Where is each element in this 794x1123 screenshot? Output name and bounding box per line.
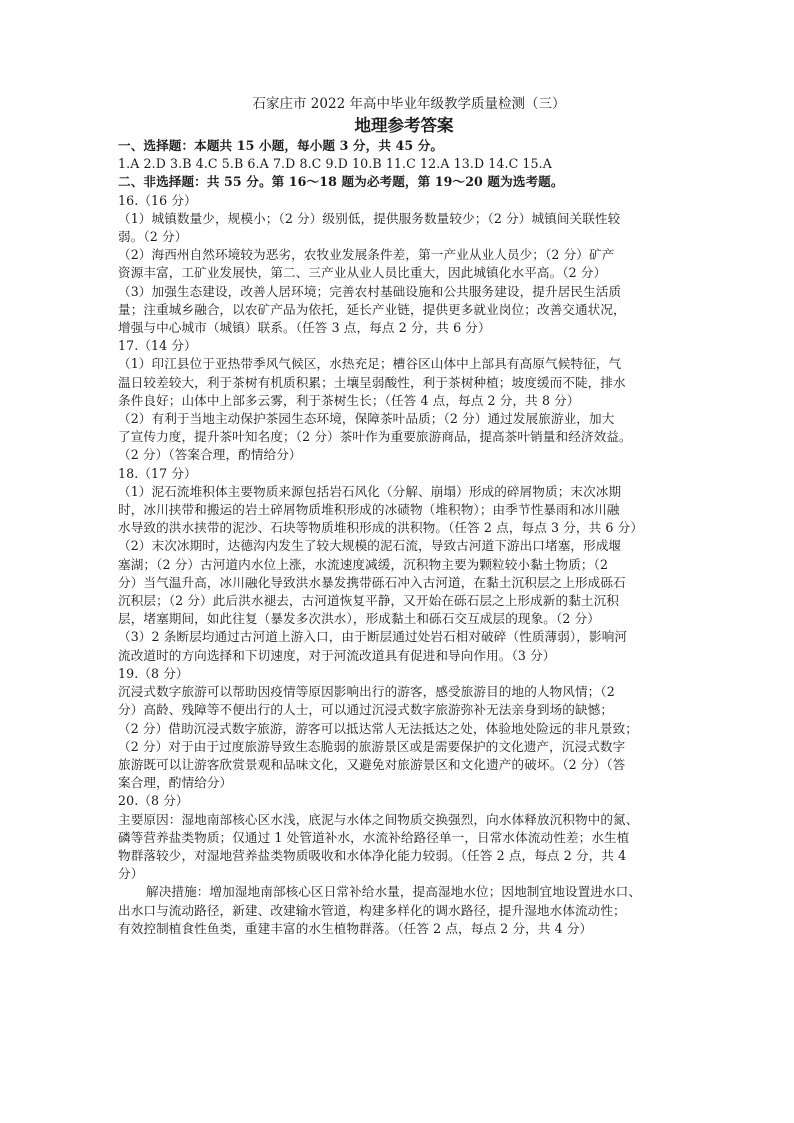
exam-title: 石家庄市 2022 年高中毕业年级教学质量检测（三） [252, 96, 566, 112]
q19-line: （2 分）借助沉浸式数字旅游，游客可以抵达常人无法抵达之处，体验地处险远的非凡景致； [118, 720, 638, 736]
q17-line: 了宣传力度，提升茶叶知名度；（2 分）茶叶作为重要旅游商品，提高茶叶销量和经济效益。 [118, 429, 632, 445]
q17-title: 17.（14 分） [118, 338, 197, 354]
q19-line: 分）高龄、残障等不便出行的人士，可以通过沉浸式数字旅游弥补无法亲身到场的缺憾； [118, 702, 614, 718]
q16-line: 量；注重城乡融合，以农矿产品为依托，延长产业链，提供更多就业岗位；改善交通状况， [118, 301, 626, 317]
q17-line: 条件良好；山体中上部多云雾，利于茶树生长；（任答 4 点，每点 2 分，共 8 分） [118, 392, 580, 408]
q20-line: 主要原因：湿地南部核心区水浅，底泥与水体之间物质交换强烈，向水体释放沉积物中的氮、 [118, 811, 639, 827]
q18-body [118, 483, 690, 665]
q20-line: 解决措施：增加湿地南部核心区日常补给水量，提高湿地水位；因地制宜地设置进水口、 [146, 884, 642, 900]
q17-line: 温日较差较大，利于茶树有机质积累；土壤呈弱酸性，利于茶树种植；坡度缓而不陡，排水 [118, 374, 626, 390]
q18-line: （2）末次冰期时，达德沟内发生了较大规模的泥石流，导致古河道下游出口堵塞，形成堰 [118, 538, 622, 554]
q20-line: 磷等营养盐类物质；仅通过 1 处管道补水，水流补给路径单一，日常水体流动性差；水生植 [118, 829, 630, 845]
q20-line: 有效控制植食性鱼类，重建丰富的水生植物群落。（任答 2 点，每点 2 分，共 4 分） [118, 920, 593, 936]
q20-body [118, 811, 690, 938]
q17-body [118, 355, 690, 464]
multiple-choice-answers: 1.A 2.D 3.B 4.C 5.B 6.A 7.D 8.C 9.D 10.B 11.C 12.A 13.D 14.C 15.A [118, 156, 552, 172]
q18-line: 层，堵塞期间，如此往复（暴发多次洪水），形成黏土和砾石交互成层的现象。（2 分） [118, 611, 600, 627]
q16-line: 弱。（2 分） [118, 229, 188, 245]
section2-heading: 二、非选择题：共 55 分。第 16～18 题为必考题，第 19～20 题为选考题。 [118, 174, 564, 190]
q20-line: 物群落较少，对湿地营养盐类物质吸收和水体净化能力较弱。（任答 2 点，每点 2 分，共 4 [118, 847, 627, 863]
q16-body [118, 210, 690, 337]
q16-line: 资源丰富，工矿业发展快，第二、三产业从业人员比重大，因此城镇化水平高。（2 分） [118, 265, 607, 281]
q20-line: 分） [118, 866, 144, 882]
q16-line: （3）加强生态建设，改善人居环境；完善农村基础设施和公共服务建设，提升居民生活质 [118, 283, 622, 299]
q17-line: （2）有利于当地主动保护茶园生态环境，保障茶叶品质；（2 分）通过发展旅游业，加大 [118, 411, 615, 427]
q18-line: 时，冰川挟带和搬运的岩土碎屑物质堆积形成的冰碛物（堆积物）；由季节性暴雨和冰川融 [118, 502, 620, 518]
q16-line: （1）城镇数量少，规模小；（2 分）级别低，提供服务数量较少；（2 分）城镇间关联性较 [118, 210, 621, 226]
q18-line: 分）当气温升高，冰川融化导致洪水暴发携带砾石冲入古河道，在黏土沉积层之上形成砾石 [118, 574, 626, 590]
q18-title: 18.（17 分） [118, 465, 197, 481]
q20-title: 20.（8 分） [118, 793, 189, 809]
q17-line: （2 分）（答案合理，酌情给分） [118, 447, 302, 463]
q19-line: 案合理，酌情给分） [118, 775, 233, 791]
q16-line: 增强与中心城市（城镇）联系。（任答 3 点，每点 2 分，共 6 分） [118, 320, 491, 336]
q17-line: （1）印江县位于亚热带季风气候区，水热充足；槽谷区山体中上部具有高原气候特征，气 [118, 356, 622, 372]
q18-line: 塞湖；（2 分）古河道内水位上涨，水流速度减缓，沉积物主要为颗粒较小黏土物质；（2 [118, 556, 609, 572]
q16-line: （2）海西州自然环境较为恶劣，农牧业发展条件差，第一产业从业人员少；（2 分）矿产 [118, 247, 615, 263]
q18-line: （3）2 条断层均通过古河道上游入口，由于断层通过处岩石相对破碎（性质薄弱），影响河 [118, 629, 628, 645]
q19-line: 旅游既可以让游客欣赏景观和品味文化，又避免对旅游景区和文化遗产的破坏。（2 分）（答 [118, 756, 626, 772]
q19-line: （2 分）对于由于过度旅游导致生态脆弱的旅游景区或是需要保护的文化遗产，沉浸式数字 [118, 738, 626, 754]
q18-line: 水导致的洪水挟带的泥沙、石块等物质堆积形成的洪积物。（任答 2 点，每点 3 分，共 6 分） [118, 520, 644, 536]
q19-body [118, 683, 690, 792]
q20-line: 出水口与流动路径，新建、改建输水管道，构建多样化的调水路径，提升湿地水体流动性； [118, 902, 626, 918]
answer-document [118, 95, 690, 938]
q19-title: 19.（8 分） [118, 665, 189, 681]
section1-heading: 一、选择题：本题共 15 小题，每小题 3 分，共 45 分。 [118, 138, 444, 153]
q18-line: （1）泥石流堆积体主要物质来源包括岩石风化（分解、崩塌）形成的碎屑物质；末次冰期 [118, 483, 622, 499]
answer-key-title: 地理参考答案 [354, 116, 454, 135]
q16-title: 16.（16 分） [118, 192, 197, 208]
q19-line: 沉浸式数字旅游可以帮助因疫情等原因影响出行的游客，感受旅游目的地的人物风情；（2 [118, 684, 615, 700]
q18-line: 流改道时的方向选择和下切速度，对于河流改道具有促进和导向作用。（3 分） [118, 647, 556, 663]
q18-line: 沉积层；（2 分）此后洪水褪去，古河道恢复平静，又开始在砾石层之上形成新的黏土沉积 [118, 593, 619, 609]
